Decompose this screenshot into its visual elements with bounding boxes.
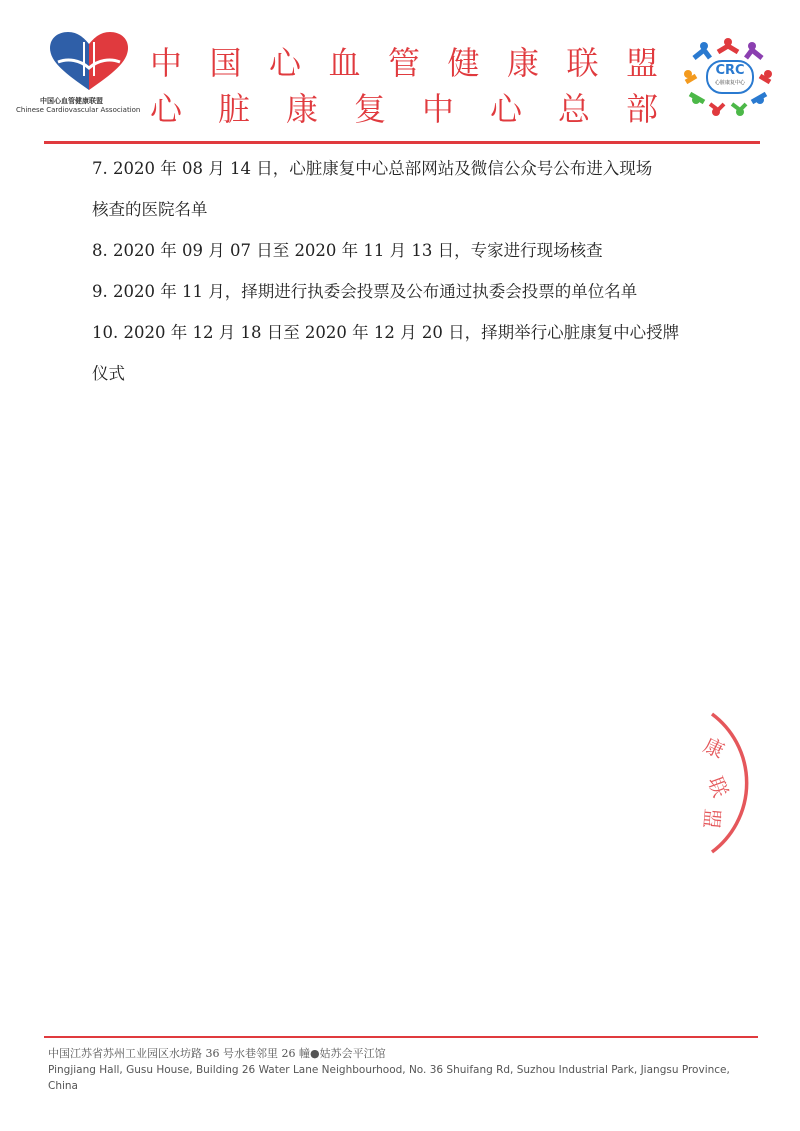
association-logo [14, 32, 144, 122]
crc-subtitle: 心脏康复中心 [714, 80, 745, 86]
address-en: Pingjiang Hall, Gusu House, Building 26 Water Lane Neighbourhood, No. 36 Shuifang Rd, Suzhou Industrial Park, Jiangsu Province, China [48, 1064, 730, 1092]
crc-logo [682, 36, 774, 118]
official-seal [640, 700, 800, 880]
letterhead-title-line1: 中国心血管健康联盟 [150, 44, 660, 82]
footer-divider [44, 1036, 758, 1038]
seal-char-1: 康 [699, 732, 729, 763]
list-item-10: 10. 2020 年 12 月 18 日至 2020 年 12 月 20 日，择期举行心脏康复中心授牌 [92, 323, 680, 342]
address-cn: 中国江苏省苏州工业园区水坊路 36 号水巷邻里 26 幢●姑苏会平江馆 [48, 1047, 386, 1060]
header-divider [44, 141, 760, 144]
crc-badge [706, 60, 754, 94]
letterhead-title-line2: 心脏康复中心总部 [150, 90, 660, 128]
list-item-8: 8. 2020 年 09 月 07 日至 2020 年 11 月 13 日，专家进行现场核查 [92, 241, 603, 260]
list-item-7-continuation: 核查的医院名单 [92, 200, 208, 219]
seal-char-3: 盟 [699, 807, 725, 830]
list-item-9: 9. 2020 年 11 月，择期进行执委会投票及公布通过执委会投票的单位名单 [92, 282, 638, 301]
document-body [92, 148, 732, 394]
heart-hands-icon [46, 32, 132, 94]
list-item-10-continuation: 仪式 [92, 364, 125, 383]
seal-char-2: 联 [703, 773, 733, 801]
list-item-7: 7. 2020 年 08 月 14 日，心脏康复中心总部网站及微信公众号公布进入现场 [92, 159, 653, 178]
crc-acronym: CRC [715, 63, 745, 78]
association-name-cn: 中国心血管健康联盟 [40, 97, 103, 105]
association-name-en: Chinese Cardiovascular Association [16, 106, 141, 114]
